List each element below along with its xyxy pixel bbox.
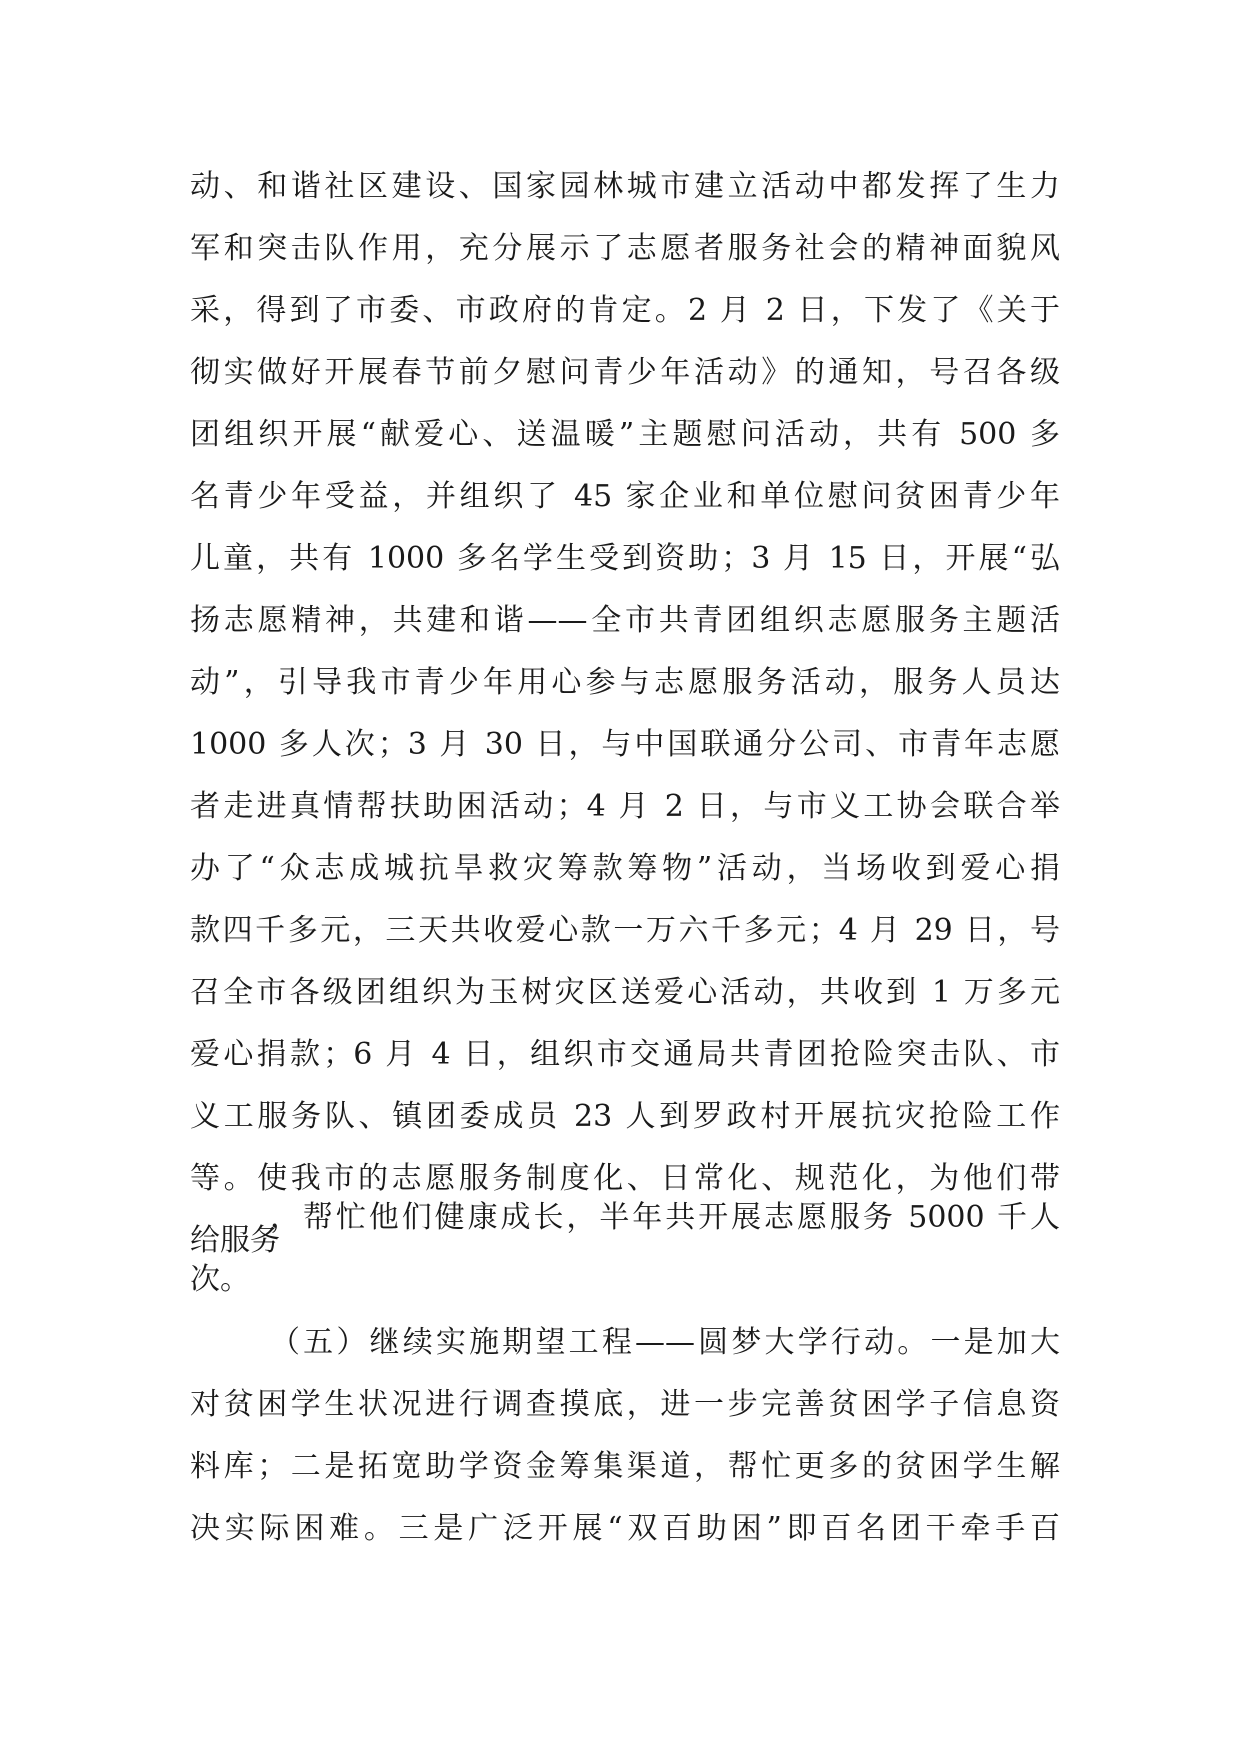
paragraph-continuation [190,1187,1060,1311]
text-line: 义工服务队、镇团委成员 23 人到罗政村开展抗灾抢险工作 [190,1099,1060,1134]
text-line: 爱心捐款；6 月 4 日，组织市交通局共青团抢险突击队、市 [190,1037,1060,1072]
paragraph-volunteer-service [190,156,1060,1272]
paragraph-section-five [190,1312,1060,1560]
text-line: 采，得到了市委、市政府的肯定。2 月 2 日，下发了《关于 [190,293,1060,328]
text-line: 款四千多元，三天共收爱心款一万六千多元；4 月 29 日，号 [190,913,1060,948]
text-line: 团组织开展“献爱心、送温暖”主题慰问活动，共有 500 多 [190,417,1060,452]
text-line: 儿童，共有 1000 多名学生受到资助；3 月 15 日，开展“弘 [190,541,1060,576]
text-line: 彻实做好开展春节前夕慰问青少年活动》的通知，号召各级 [190,355,1060,390]
text-line: 对贫困学生状况进行调查摸底，进一步完善贫困学子信息资 [190,1387,1060,1422]
text-line: 等。使我市的志愿服务制度化、日常化、规范化，为他们带 [190,1161,1060,1196]
text-line: ，帮忙他们健康成长，半年共开展志愿服务 5000 千人 [270,1200,1060,1235]
text-line: 扬志愿精神，共建和谐——全市共青团组织志愿服务主题活 [190,603,1060,638]
text-line: 决实际困难。三是广泛开展“双百助困”即百名团干牵手百 [190,1511,1060,1546]
text-line: 办了“众志成城抗旱救灾筹款筹物”活动，当场收到爱心捐 [190,851,1060,886]
text-line: 召全市各级团组织为玉树灾区送爱心活动，共收到 1 万多元 [190,975,1060,1010]
text-line: 1000 多人次；3 月 30 日，与中国联通分公司、市青年志愿 [190,727,1060,762]
text-line: 军和突击队作用，充分展示了志愿者服务社会的精神面貌风 [190,231,1060,266]
text-line: 料库；二是拓宽助学资金筹集渠道，帮忙更多的贫困学生解 [190,1449,1060,1484]
text-line: （五）继续实施期望工程——圆梦大学行动。一是加大 [270,1325,1060,1360]
text-line: 给服务 [190,1223,280,1258]
text-line: 次。 [190,1262,250,1297]
text-line: 名青少年受益，并组织了 45 家企业和单位慰问贫困青少年 [190,479,1060,514]
text-line: 者走进真情帮扶助困活动；4 月 2 日，与市义工协会联合举 [190,789,1060,824]
text-line: 动”，引导我市青少年用心参与志愿服务活动，服务人员达 [190,665,1060,700]
text-line: 动、和谐社区建设、国家园林城市建立活动中都发挥了生力 [190,169,1060,204]
